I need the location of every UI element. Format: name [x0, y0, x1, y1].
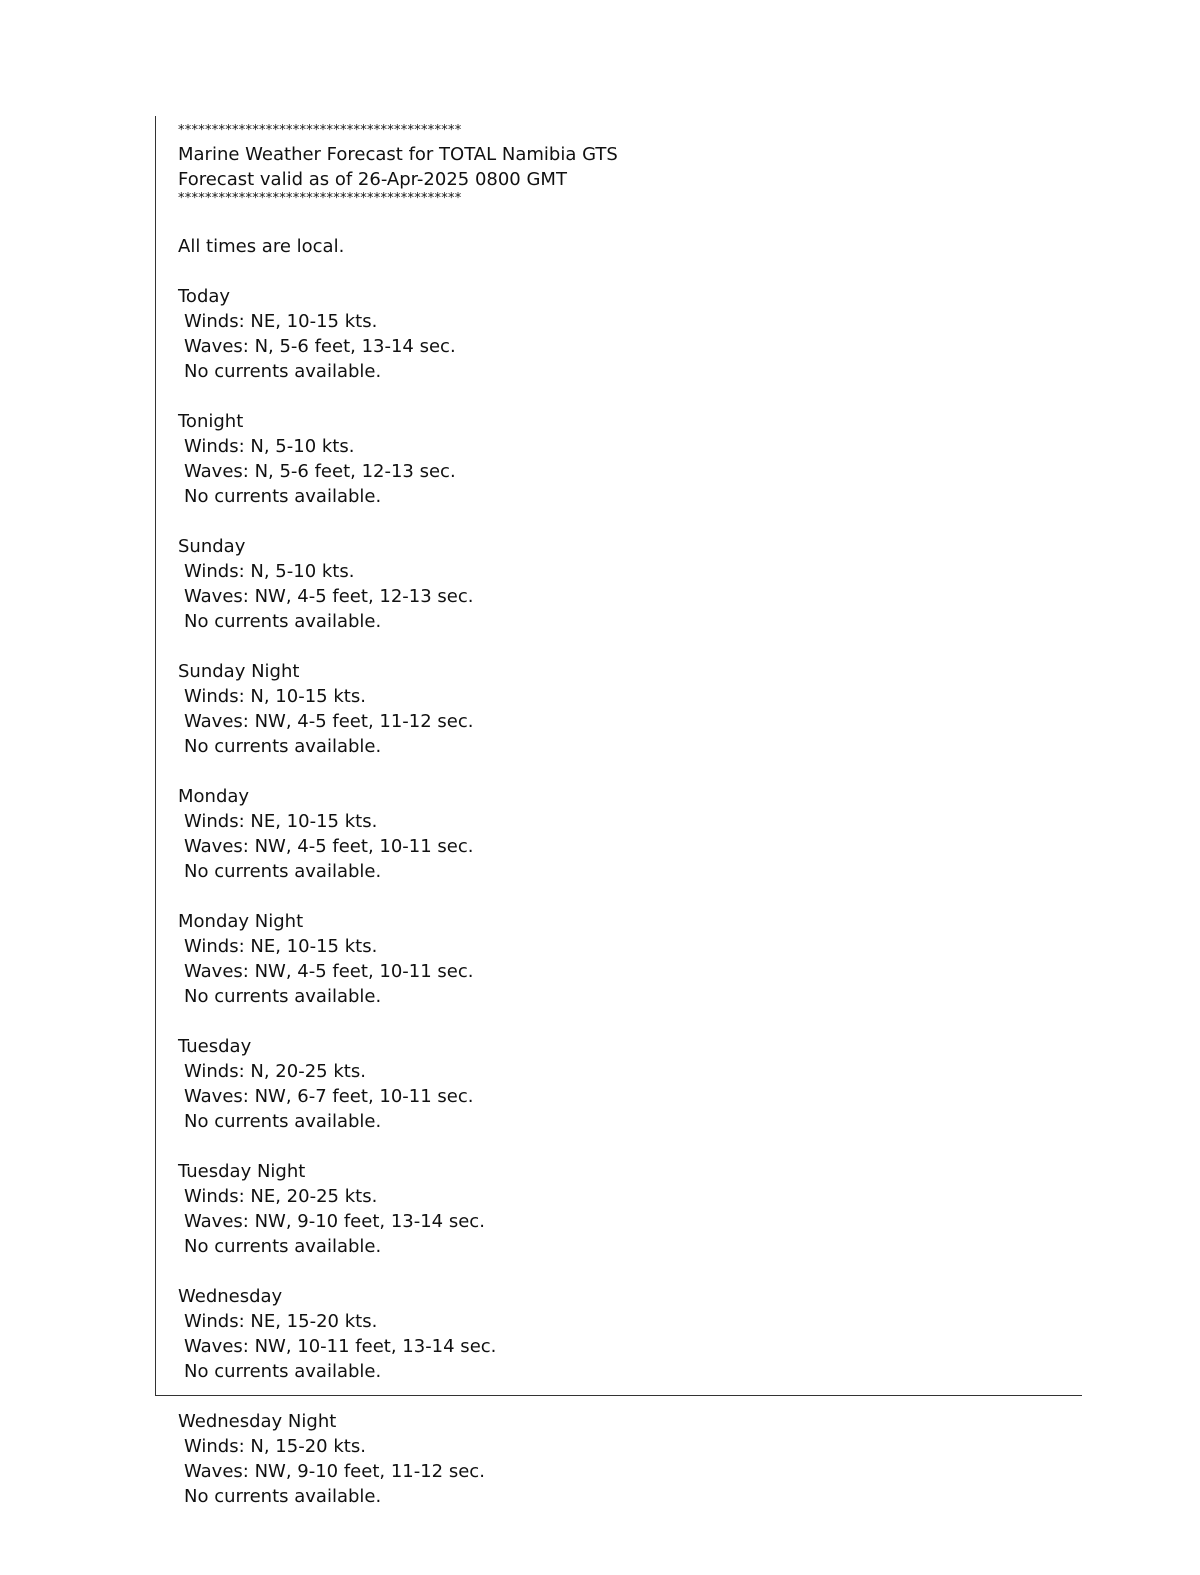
header-stars-top: ****************************************** — [178, 123, 462, 138]
forecast-period — [178, 1384, 1078, 1509]
forecast-period — [178, 1134, 1078, 1259]
period-name: Wednesday — [178, 1286, 283, 1307]
page-frame-left-rule — [155, 116, 156, 1396]
period-winds: Winds: N, 5-10 kts. — [184, 561, 355, 582]
period-waves: Waves: NW, 4-5 feet, 11-12 sec. — [184, 711, 474, 732]
period-winds: Winds: NE, 10-15 kts. — [184, 936, 378, 957]
period-currents: No currents available. — [184, 861, 382, 882]
period-currents: No currents available. — [184, 1236, 382, 1257]
forecast-periods — [178, 259, 1078, 1509]
period-winds: Winds: NE, 15-20 kts. — [184, 1311, 378, 1332]
period-currents: No currents available. — [184, 1361, 382, 1382]
spacer — [178, 509, 1078, 534]
forecast-period — [178, 259, 1078, 384]
period-winds: Winds: NE, 10-15 kts. — [184, 311, 378, 332]
period-name: Sunday — [178, 536, 246, 557]
header-stars-bottom: ****************************************** — [178, 191, 462, 206]
spacer — [178, 759, 1078, 784]
forecast-period — [178, 509, 1078, 634]
period-waves: Waves: NW, 10-11 feet, 13-14 sec. — [184, 1336, 497, 1357]
period-name: Tonight — [178, 411, 244, 432]
spacer — [178, 884, 1078, 909]
spacer — [178, 1134, 1078, 1159]
period-waves: Waves: NW, 4-5 feet, 10-11 sec. — [184, 961, 474, 982]
period-name: Sunday Night — [178, 661, 300, 682]
forecast-valid-time: Forecast valid as of 26-Apr-2025 0800 GMT — [178, 169, 567, 190]
period-winds: Winds: NE, 10-15 kts. — [184, 811, 378, 832]
spacer — [178, 1384, 1078, 1409]
period-waves: Waves: NW, 9-10 feet, 13-14 sec. — [184, 1211, 485, 1232]
period-name: Monday Night — [178, 911, 304, 932]
spacer — [178, 209, 1078, 234]
period-name: Tuesday — [178, 1036, 252, 1057]
forecast-period — [178, 634, 1078, 759]
spacer — [178, 384, 1078, 409]
forecast-period — [178, 1259, 1078, 1384]
period-winds: Winds: N, 10-15 kts. — [184, 686, 366, 707]
period-currents: No currents available. — [184, 486, 382, 507]
period-waves: Waves: NW, 4-5 feet, 10-11 sec. — [184, 836, 474, 857]
period-currents: No currents available. — [184, 736, 382, 757]
period-name: Wednesday Night — [178, 1411, 337, 1432]
forecast-period — [178, 384, 1078, 509]
period-name: Today — [178, 286, 231, 307]
spacer — [178, 634, 1078, 659]
forecast-title: Marine Weather Forecast for TOTAL Namibia GTS — [178, 144, 618, 165]
period-currents: No currents available. — [184, 361, 382, 382]
period-winds: Winds: N, 20-25 kts. — [184, 1061, 366, 1082]
forecast-document — [178, 119, 1078, 1509]
spacer — [178, 259, 1078, 284]
period-waves: Waves: NW, 9-10 feet, 11-12 sec. — [184, 1461, 485, 1482]
period-currents: No currents available. — [184, 611, 382, 632]
period-currents: No currents available. — [184, 1486, 382, 1507]
period-currents: No currents available. — [184, 986, 382, 1007]
period-waves: Waves: N, 5-6 feet, 12-13 sec. — [184, 461, 456, 482]
period-currents: No currents available. — [184, 1111, 382, 1132]
period-winds: Winds: NE, 20-25 kts. — [184, 1186, 378, 1207]
period-waves: Waves: NW, 4-5 feet, 12-13 sec. — [184, 586, 474, 607]
forecast-period — [178, 884, 1078, 1009]
forecast-period — [178, 759, 1078, 884]
period-waves: Waves: NW, 6-7 feet, 10-11 sec. — [184, 1086, 474, 1107]
period-waves: Waves: N, 5-6 feet, 13-14 sec. — [184, 336, 456, 357]
forecast-period — [178, 1009, 1078, 1134]
time-note: All times are local. — [178, 236, 345, 257]
period-name: Monday — [178, 786, 250, 807]
period-name: Tuesday Night — [178, 1161, 306, 1182]
spacer — [178, 1009, 1078, 1034]
period-winds: Winds: N, 15-20 kts. — [184, 1436, 366, 1457]
period-winds: Winds: N, 5-10 kts. — [184, 436, 355, 457]
spacer — [178, 1259, 1078, 1284]
